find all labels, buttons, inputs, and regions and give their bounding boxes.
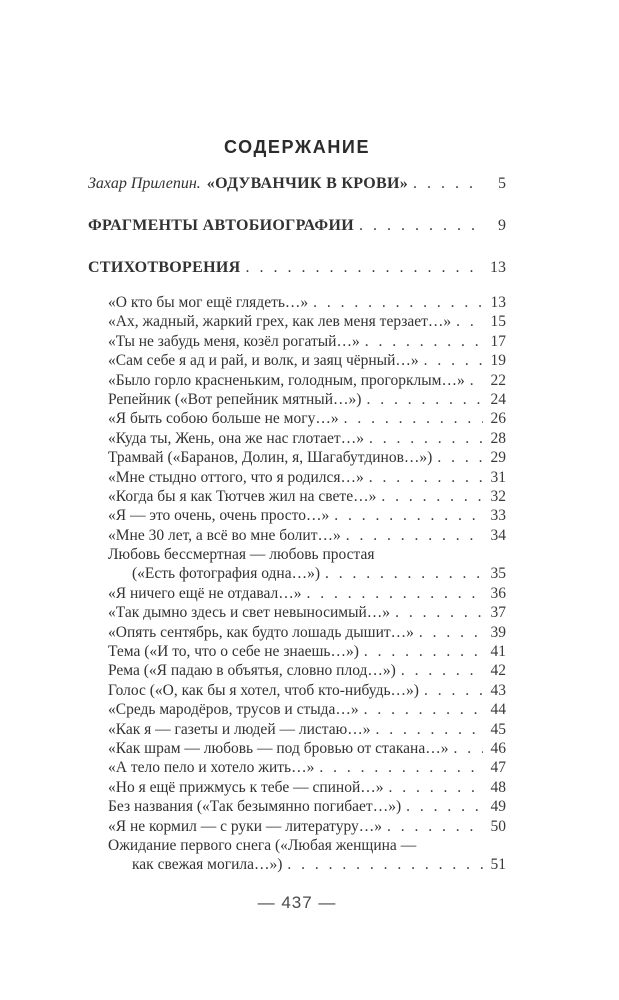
toc-entry-line bbox=[88, 797, 506, 816]
toc-entry-line bbox=[88, 312, 506, 331]
toc-entry-title: «Как я — газеты и людей — листаю…» bbox=[108, 720, 371, 738]
toc-entry-line bbox=[88, 739, 506, 758]
toc-entry-line bbox=[88, 661, 506, 680]
page-number: 15 bbox=[490, 313, 506, 331]
page-number: 47 bbox=[490, 759, 506, 777]
toc-entry-title: «Было горло красненьким, голодным, прогорклым…» bbox=[108, 371, 465, 389]
toc-entry-line bbox=[88, 681, 506, 700]
page-number: 37 bbox=[490, 604, 506, 622]
toc-entry-line bbox=[88, 371, 506, 390]
toc-entry-line bbox=[88, 758, 506, 777]
toc-entry-title: «Мне стыдно оттого, что я родился…» bbox=[108, 468, 364, 486]
dot-leader bbox=[346, 526, 483, 545]
dot-leader bbox=[306, 584, 483, 603]
dot-leader bbox=[454, 739, 484, 758]
page-number: 43 bbox=[490, 681, 506, 699]
toc-entry-title: Ожидание первого снега («Любая женщина — bbox=[108, 836, 417, 854]
page-number: 42 bbox=[490, 662, 506, 680]
toc-section-title: «ОДУВАНЧИК В КРОВИ» bbox=[206, 175, 409, 192]
toc-section-row bbox=[88, 217, 506, 234]
page-title: СОДЕРЖАНИЕ bbox=[223, 137, 371, 157]
dot-leader bbox=[395, 603, 483, 622]
dot-leader bbox=[413, 175, 483, 192]
toc-entry-line bbox=[88, 487, 506, 506]
toc-entry-title: «Я — это очень, очень просто…» bbox=[108, 507, 330, 525]
page-number: 17 bbox=[490, 332, 506, 350]
dot-leader bbox=[365, 332, 483, 351]
page-number: 39 bbox=[490, 623, 506, 641]
toc-entry-title: Трамвай («Баранов, Долин, я, Шагабутдинов…») bbox=[108, 449, 433, 467]
dot-leader bbox=[419, 623, 483, 642]
toc-entry-line bbox=[88, 700, 506, 719]
toc-entry-line bbox=[88, 817, 506, 836]
toc-entry-line bbox=[88, 351, 506, 370]
toc-entry-title: «Ты не забудь меня, козёл рогатый…» bbox=[108, 332, 360, 350]
toc-entry-line bbox=[88, 720, 506, 739]
toc-entry-title: «Ах, жадный, жаркий грех, как лев меня терзает…» bbox=[108, 313, 452, 331]
dot-leader bbox=[389, 778, 483, 797]
toc-entry-title: «Но я ещё прижмусь к тебе — спиной…» bbox=[108, 778, 384, 796]
dot-leader bbox=[406, 797, 483, 816]
toc-entry-list bbox=[88, 293, 506, 875]
toc-entry-title: «О кто бы мог ещё глядеть…» bbox=[108, 294, 309, 311]
toc-entry-line bbox=[88, 332, 506, 351]
dot-leader bbox=[364, 700, 483, 719]
toc-entry-wrap-title: («Есть фотография одна…») bbox=[132, 565, 320, 583]
toc-entry-title: «Куда ты, Жень, она же нас глотает…» bbox=[108, 429, 364, 447]
toc-entry-line bbox=[88, 545, 506, 564]
dot-leader bbox=[456, 312, 483, 331]
page-number: 33 bbox=[490, 507, 506, 525]
toc-entry-title: «Когда бы я как Тютчев жил на свете…» bbox=[108, 487, 377, 505]
page-number: 22 bbox=[490, 371, 506, 389]
dot-leader bbox=[437, 448, 483, 467]
dot-leader bbox=[381, 487, 483, 506]
dot-leader bbox=[387, 817, 483, 836]
dot-leader bbox=[325, 564, 483, 583]
toc-entry-title: «Средь мародёров, трусов и стыда…» bbox=[108, 701, 359, 719]
dot-leader bbox=[287, 855, 483, 874]
toc-section-row bbox=[88, 175, 506, 192]
page-number: 5 bbox=[498, 175, 506, 192]
toc-section-title: ФРАГМЕНТЫ АВТОБИОГРАФИИ bbox=[88, 217, 354, 234]
toc-entry-title: «Сам себе я ад и рай, и волк, и заяц чёрный…» bbox=[108, 352, 419, 370]
toc-entry-line bbox=[88, 603, 506, 622]
toc-sections bbox=[88, 175, 506, 276]
page-number: 45 bbox=[490, 720, 506, 738]
page-number: 13 bbox=[490, 294, 506, 311]
dot-leader bbox=[359, 217, 483, 234]
page-number: 24 bbox=[490, 390, 506, 408]
page-number: 26 bbox=[490, 410, 506, 428]
toc-entry-line bbox=[88, 778, 506, 797]
toc-entry-title: «Я быть собою больше не могу…» bbox=[108, 410, 339, 428]
toc-entry-title: Тема («И то, что о себе не знаешь…») bbox=[108, 643, 359, 661]
toc-entry-title: «Так дымно здесь и свет невыносимый…» bbox=[108, 604, 391, 622]
dot-leader bbox=[470, 371, 483, 390]
toc-entry-title: Рема («Я падаю в объятья, словно плод…») bbox=[108, 662, 396, 680]
toc-entry-title: Голос («О, как бы я хотел, чтоб кто-нибудь…») bbox=[108, 681, 419, 699]
toc-entry-line bbox=[88, 468, 506, 487]
toc-entry-line bbox=[88, 836, 506, 855]
toc-entry-title: «Я ничего ещё не отдавал…» bbox=[108, 584, 302, 602]
toc-content bbox=[88, 136, 506, 875]
dot-leader bbox=[369, 429, 483, 448]
page-number: 28 bbox=[490, 429, 506, 447]
page-number: 36 bbox=[490, 584, 506, 602]
dot-leader bbox=[424, 351, 483, 370]
toc-entry-title: «Как шрам — любовь — под бровью от стакана…» bbox=[108, 739, 449, 757]
page-number: 49 bbox=[490, 798, 506, 816]
page-number: 50 bbox=[490, 817, 506, 835]
page-number: 48 bbox=[490, 778, 506, 796]
dot-leader bbox=[364, 642, 483, 661]
toc-entry-line bbox=[88, 506, 506, 525]
toc-entry-line bbox=[88, 429, 506, 448]
toc-entry-line bbox=[88, 526, 506, 545]
dot-leader bbox=[424, 681, 483, 700]
toc-entry-title: Любовь бессмертная — любовь простая bbox=[108, 546, 375, 564]
dot-leader bbox=[334, 506, 483, 525]
toc-entry-title: «Опять сентябрь, как будто лошадь дышит…» bbox=[108, 623, 414, 641]
page-number: 46 bbox=[490, 739, 506, 757]
page-number: 34 bbox=[490, 526, 506, 544]
page-number: 51 bbox=[490, 856, 506, 874]
page-number: 41 bbox=[490, 643, 506, 661]
footer-page-number: — 437 — bbox=[257, 893, 337, 912]
dot-leader bbox=[344, 409, 483, 428]
dot-leader bbox=[401, 661, 483, 680]
dot-leader bbox=[313, 293, 483, 312]
page-number: 19 bbox=[490, 352, 506, 370]
page-number: 29 bbox=[490, 449, 506, 467]
page-number: 35 bbox=[490, 565, 506, 583]
toc-entry-wrap-title: как свежая могила…») bbox=[132, 856, 283, 874]
toc-entry-wrap-line bbox=[88, 855, 506, 874]
toc-entry-line bbox=[88, 642, 506, 661]
page-number: 44 bbox=[490, 701, 506, 719]
dot-leader bbox=[369, 468, 483, 487]
toc-entry-title: Репейник («Вот репейник мятный…») bbox=[108, 390, 362, 408]
toc-entry-line bbox=[88, 448, 506, 467]
toc-section-row bbox=[88, 259, 506, 276]
toc-entry-line bbox=[88, 293, 506, 312]
toc-entry-line bbox=[88, 584, 506, 603]
dot-leader bbox=[375, 720, 483, 739]
dot-leader bbox=[245, 259, 483, 276]
page-number: 9 bbox=[498, 217, 506, 234]
toc-entry-wrap-line bbox=[88, 564, 506, 583]
page-number: 13 bbox=[490, 259, 506, 276]
toc-entry-title: «Я не кормил — с руки — литературу…» bbox=[108, 817, 383, 835]
toc-section-title: СТИХОТВОРЕНИЯ bbox=[88, 259, 241, 276]
dot-leader bbox=[366, 390, 483, 409]
toc-entry-title: «Мне 30 лет, а всё во мне болит…» bbox=[108, 526, 341, 544]
toc-entry-line bbox=[88, 409, 506, 428]
toc-entry-title: Без названия («Так безымянно погибает…») bbox=[108, 798, 402, 816]
page-number: 31 bbox=[490, 468, 506, 486]
dot-leader bbox=[319, 758, 483, 777]
toc-entry-title: «А тело пело и хотело жить…» bbox=[108, 759, 315, 777]
toc-entry-line bbox=[88, 390, 506, 409]
toc-entry-line bbox=[88, 623, 506, 642]
page-number: 32 bbox=[490, 487, 506, 505]
toc-section-author: Захар Прилепин. bbox=[88, 175, 201, 192]
